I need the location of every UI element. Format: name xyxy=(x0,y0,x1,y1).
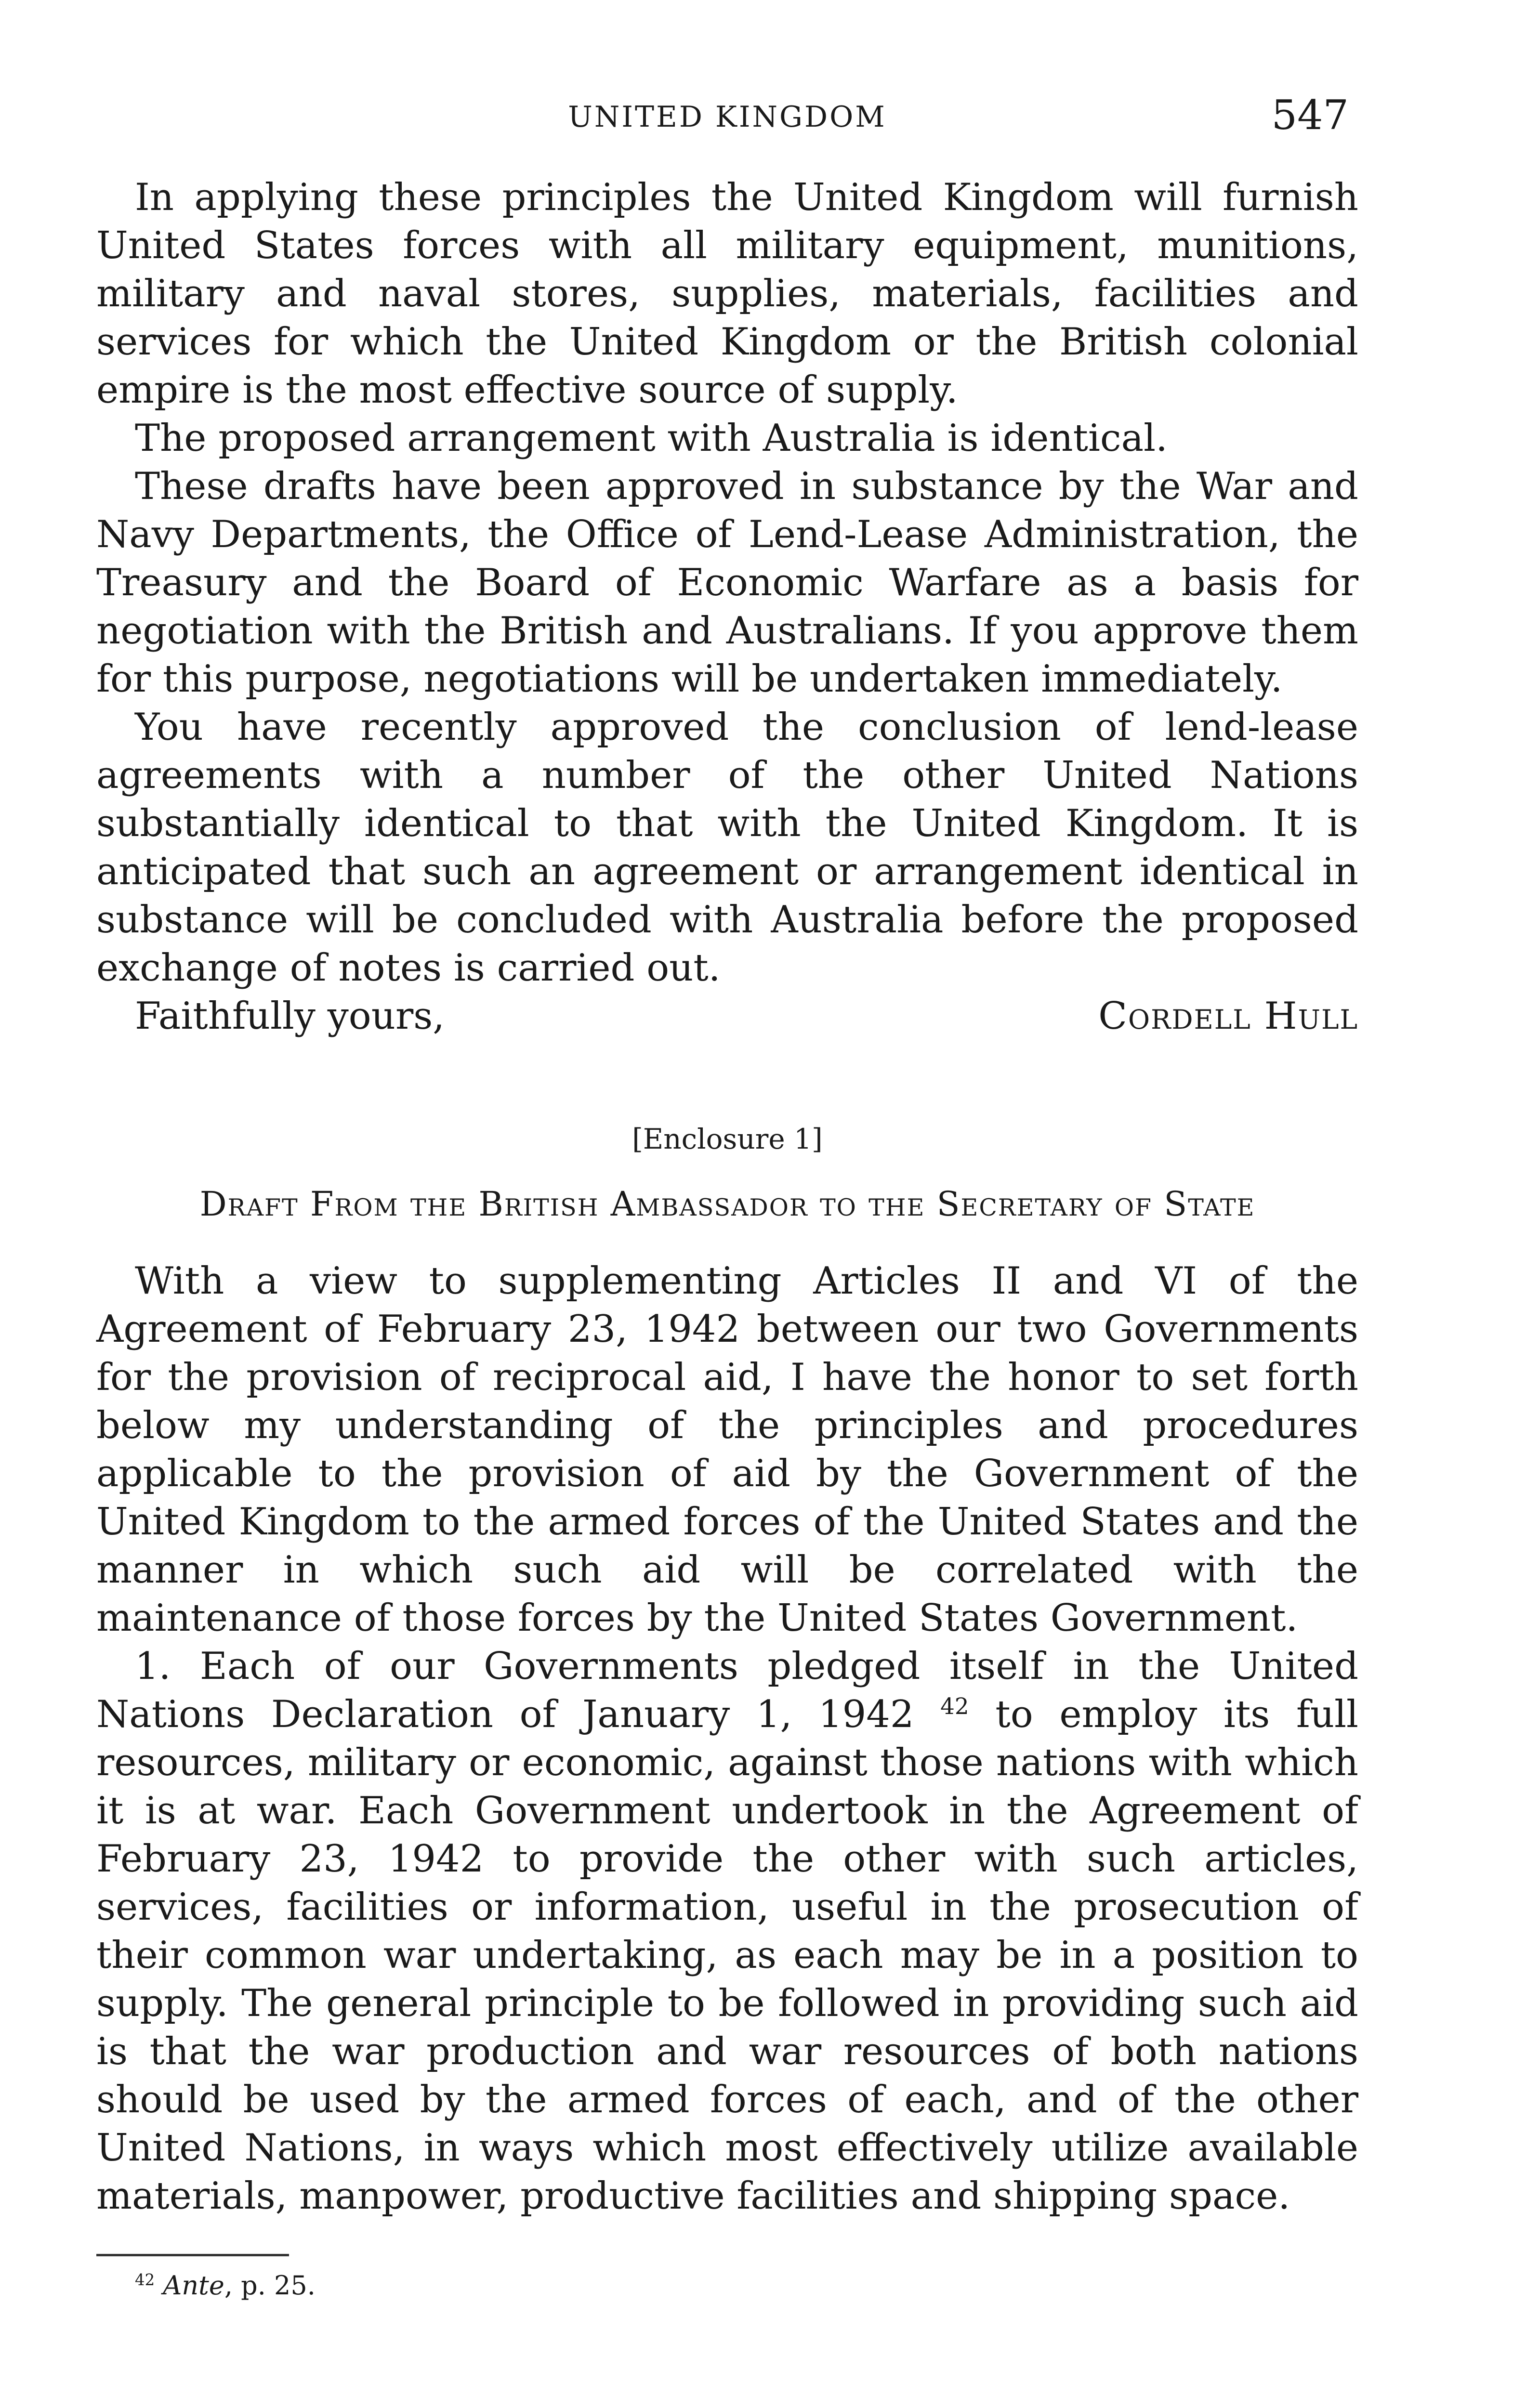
enclosure-label: [Enclosure 1] xyxy=(632,1123,823,1155)
body-text xyxy=(96,173,1358,2303)
running-head: UNITED KINGDOM xyxy=(568,100,887,134)
paragraph: In applying these principles the United Kingdom will furnish United States forces with all military equipment, munitions, military and naval stores, supplies, materials, facilities and services for which the United Kingdom or the British colonial empire is the most effective source of supply. xyxy=(96,176,1358,412)
enclosure-heading: Draft From the British Ambassador to the Secretary of State xyxy=(199,1184,1255,1224)
paragraph-text: 1. Each of our Governments pledged itself in the United Nations Declaration of January 1, 1942 xyxy=(96,1645,1358,1736)
footnote xyxy=(96,2269,1358,2303)
footnote-page: , p. 25. xyxy=(224,2270,316,2301)
page-number: 547 xyxy=(1271,92,1349,139)
footnote-reference: 42 xyxy=(940,1694,969,1720)
footnote-divider xyxy=(96,2254,289,2256)
letter-closing xyxy=(96,992,1358,1040)
paragraph: These drafts have been approved in substance by the War and Navy Departments, the Office of Lend-Lease Administration, the Treasury and the Board of Economic Warfare as a basis for negotiation with the British and Australians. If you approve them for this purpose, negotiations will be undertaken immediately. xyxy=(96,465,1358,701)
footnote-marker: 42 xyxy=(135,2271,155,2289)
footnote-source: Ante xyxy=(163,2270,224,2301)
paragraph: The proposed arrangement with Australia is identical. xyxy=(135,417,1168,460)
signature: Cordell Hull xyxy=(1098,995,1358,1038)
salutation: Faithfully yours, xyxy=(135,995,445,1038)
paragraph-text: to employ its full resources, military or economic, against those nations with which it is at war. Each Government undertook in the Agreement of February 23, 1942 to provide the other with such articles, services, facilities or information, useful in the prosecution of their common war undertaking, as each may be in a position to supply. The general principle to be followed in providing such aid is that the war production and war resources of both nations should be used by the armed forces of each, and of the other United Nations, in ways which most effectively utilize available materials, manpower, productive facilities and shipping space. xyxy=(96,1693,1358,2218)
page-header xyxy=(96,92,1358,149)
paragraph: With a view to supplementing Articles II and VI of the Agreement of February 23, 1942 between our two Governments for the provision of reciprocal aid, I have the honor to set forth below my understanding of the principles and procedures applicable to the provision of aid by the Government of the United Kingdom to the armed forces of the United States and the manner in which such aid will be correlated with the maintenance of those forces by the United States Government. xyxy=(96,1259,1358,1640)
paragraph: You have recently approved the conclusion of lend-lease agreements with a number of the other United Nations substantially identical to that with the United Kingdom. It is anticipated that such an agreement or arrangement identical in substance will be concluded with Australia before the proposed exchange of notes is carried out. xyxy=(96,706,1358,990)
paragraph xyxy=(96,1642,1358,2220)
